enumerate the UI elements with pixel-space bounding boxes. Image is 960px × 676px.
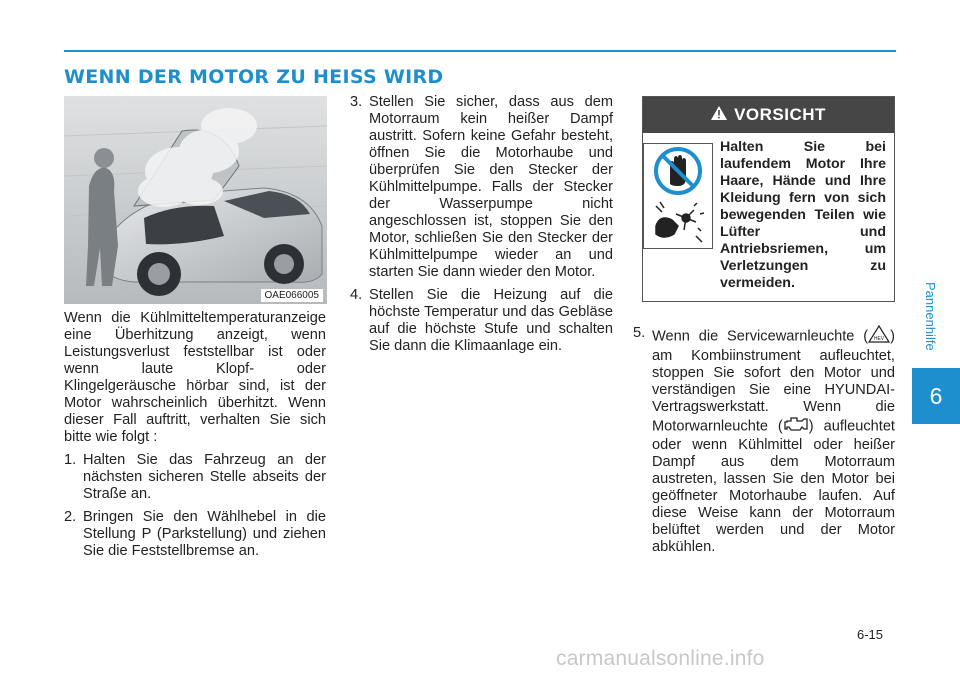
no-hand-icon	[656, 149, 700, 193]
column-3	[633, 325, 895, 562]
column-1	[64, 310, 326, 566]
engine-steam-illustration	[64, 96, 327, 304]
list-item: 5. Wenn die Servicewarnleuchte ( HEV ) am Kombiinstrument aufleuchtet, stoppen Sie sofort den Motor und verständigen Sie eine HYUNDAI-Vertragswerkstatt. Wenn die Motorwarnleuchte ( ) aufleuchtet oder wenn Kühlmittel oder heißer Dampf aus dem Motorraum austreten, lassen Sie den Motor bei geöffneter Motorhaube laufen. Auf diese Weise kann der Motorraum belüftet werden und der Motor abkühlen.	[633, 325, 895, 555]
caution-title: VORSICHT	[734, 105, 826, 124]
warning-triangle-icon	[711, 106, 727, 125]
list-item: 3. Stellen Sie sicher, dass aus dem Motorraum kein heißer Dampf austritt. Sofern keine Gefahr besteht, öffnen Sie die Motorhaube und überprüfen Sie den Stecker der Kühlmittelpumpe. Falls der Stecker der Wasserpumpe nicht angeschlossen ist, stoppen Sie den Motor, schließen Sie den Stecker der Kühlmittelpumpe wieder an und starten Sie dann wieder den Motor.	[350, 94, 613, 280]
top-rule	[64, 50, 896, 52]
list-item: 1. Halten Sie das Fahrzeug an der nächsten sicheren Stelle abseits der Straße an.	[64, 452, 326, 502]
page-title: WENN DER MOTOR ZU HEISS WIRD	[64, 66, 444, 88]
steps-list-2	[350, 94, 613, 355]
hev-warning-icon	[868, 325, 890, 348]
steps-list-1	[64, 452, 326, 560]
caution-text: Halten Sie bei laufendem Motor Ihre Haare, Hände und Ihre Kleidung fern von sich bewegenden Teilen wie Lüfter und Antriebsriemen, um Verletzungen zu vermeiden.	[720, 139, 886, 291]
caution-header	[643, 97, 894, 133]
column-2	[350, 94, 613, 361]
hev-icon-label: HEV	[873, 336, 885, 342]
watermark: carmanualsonline.info	[556, 647, 765, 670]
steps-list-3	[633, 325, 895, 556]
section-side-label: Pannenhilfe	[923, 282, 938, 351]
figure-code: OAE066005	[261, 289, 324, 302]
caution-pictogram	[643, 143, 713, 249]
page-number: 6-15	[857, 627, 884, 642]
caution-box	[642, 96, 895, 302]
list-item: 4. Stellen Sie die Heizung auf die höchste Temperatur und das Gebläse auf die höchste Stufe und schalten Sie dann die Klimaanlage ein.	[350, 287, 613, 354]
intro-paragraph: Wenn die Kühlmitteltemperaturanzeige eine Überhitzung anzeigt, wenn Leistungsverlust feststellbar ist oder wenn laute Klopf- oder Klingelgeräusche hörbar sind, ist der Motor wahrscheinlich überhitzt. Wenn dieser Fall auftritt, verhalten Sie sich bitte wie folgt :	[64, 310, 326, 445]
chapter-tab: 6	[912, 368, 960, 424]
engine-icon	[783, 416, 809, 437]
fan-hand-icon	[656, 202, 704, 242]
list-item: 2. Bringen Sie den Wählhebel in die Stellung P (Parkstellung) und ziehen Sie die Feststellbremse an.	[64, 509, 326, 559]
